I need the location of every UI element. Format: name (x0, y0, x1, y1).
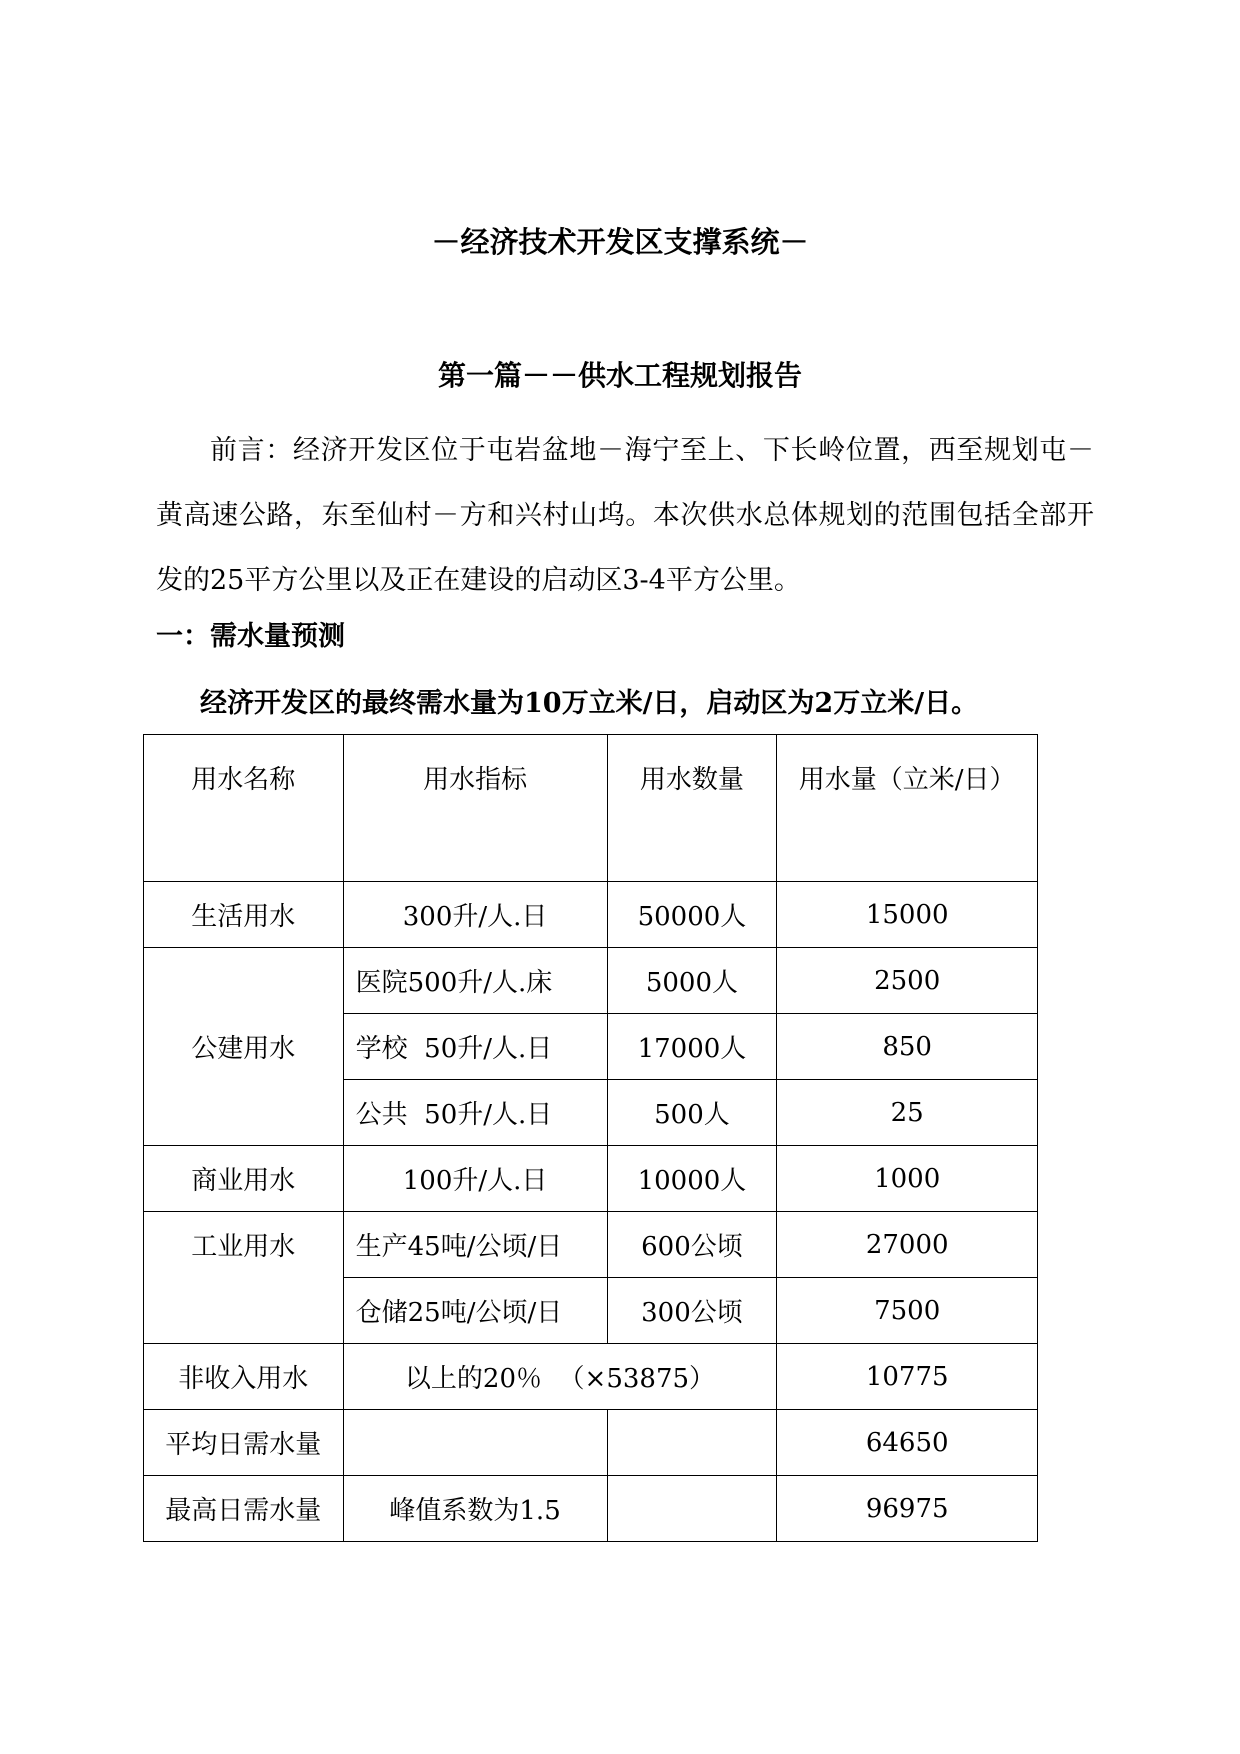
row-name-cell: 平均日需水量 (144, 1410, 344, 1476)
row-quantity-cell: 300公顷 (607, 1278, 777, 1344)
row-volume-cell: 15000 (777, 882, 1038, 948)
header-cell-volume: 用水量（立米/日） (777, 735, 1038, 882)
row-name-cell: 商业用水 (144, 1146, 344, 1212)
row-index-cell: 峰值系数为1.5 (343, 1476, 607, 1542)
row-volume-cell: 96975 (777, 1476, 1038, 1542)
table-row (144, 1476, 1038, 1542)
row-quantity-cell (607, 1476, 777, 1542)
table-row (144, 1344, 1038, 1410)
row-quantity-cell: 50000人 (607, 882, 777, 948)
row-volume-cell: 64650 (777, 1410, 1038, 1476)
document-title: －经济技术开发区支撑系统－ (431, 225, 809, 259)
row-volume-cell: 25 (777, 1080, 1038, 1146)
row-index-cell: 仓储25吨/公顷/日 (343, 1278, 607, 1344)
header-cell-quantity: 用水数量 (607, 735, 777, 882)
preface-paragraph: 前言：经济开发区位于屯岩盆地－海宁至上、下长岭位置，西至规划屯－黄高速公路，东至仙村－方和兴村山坞。本次供水总体规划的范围包括全部开发的25平方公里以及正在建设的启动区3-4平方公里。 (156, 435, 1094, 596)
header-cell-name: 用水名称 (144, 735, 344, 882)
row-index-cell: 公共 50升/人.日 (343, 1080, 607, 1146)
table-header-row (144, 735, 1038, 882)
row-index-cell: 300升/人.日 (343, 882, 607, 948)
row-volume-cell: 7500 (777, 1278, 1038, 1344)
row-name-cell: 生活用水 (144, 882, 344, 948)
row-index-cell: 生产45吨/公顷/日 (343, 1212, 607, 1278)
table-row (144, 948, 1038, 1014)
row-name-cell: 公建用水 (144, 948, 344, 1146)
demand-summary: 经济开发区的最终需水量为10万立米/日，启动区为2万立米/日。 (200, 688, 979, 719)
row-quantity-cell: 10000人 (607, 1146, 777, 1212)
row-index-cell: 以上的20％ （×53875） (343, 1344, 777, 1410)
table-row (144, 1212, 1038, 1278)
row-index-cell: 学校 50升/人.日 (343, 1014, 607, 1080)
table-row (144, 1410, 1038, 1476)
row-quantity-cell: 600公顷 (607, 1212, 777, 1278)
row-name-cell: 最高日需水量 (144, 1476, 344, 1542)
section-heading: 一：需水量预测 (156, 621, 345, 652)
table-row (144, 1146, 1038, 1212)
row-volume-cell: 1000 (777, 1146, 1038, 1212)
row-quantity-cell: 17000人 (607, 1014, 777, 1080)
row-volume-cell: 10775 (777, 1344, 1038, 1410)
row-index-cell: 医院500升/人.床 (343, 948, 607, 1014)
row-index-cell: 100升/人.日 (343, 1146, 607, 1212)
row-quantity-cell (607, 1410, 777, 1476)
document-subtitle: 第一篇－－供水工程规划报告 (437, 359, 802, 392)
row-index-cell (343, 1410, 607, 1476)
row-volume-cell: 850 (777, 1014, 1038, 1080)
row-name-cell: 工业用水 (144, 1212, 344, 1344)
row-name-cell: 非收入用水 (144, 1344, 344, 1410)
row-quantity-cell: 5000人 (607, 948, 777, 1014)
water-demand-table (143, 734, 1038, 1542)
header-cell-index: 用水指标 (343, 735, 607, 882)
row-volume-cell: 27000 (777, 1212, 1038, 1278)
row-quantity-cell: 500人 (607, 1080, 777, 1146)
table-row (144, 882, 1038, 948)
row-volume-cell: 2500 (777, 948, 1038, 1014)
